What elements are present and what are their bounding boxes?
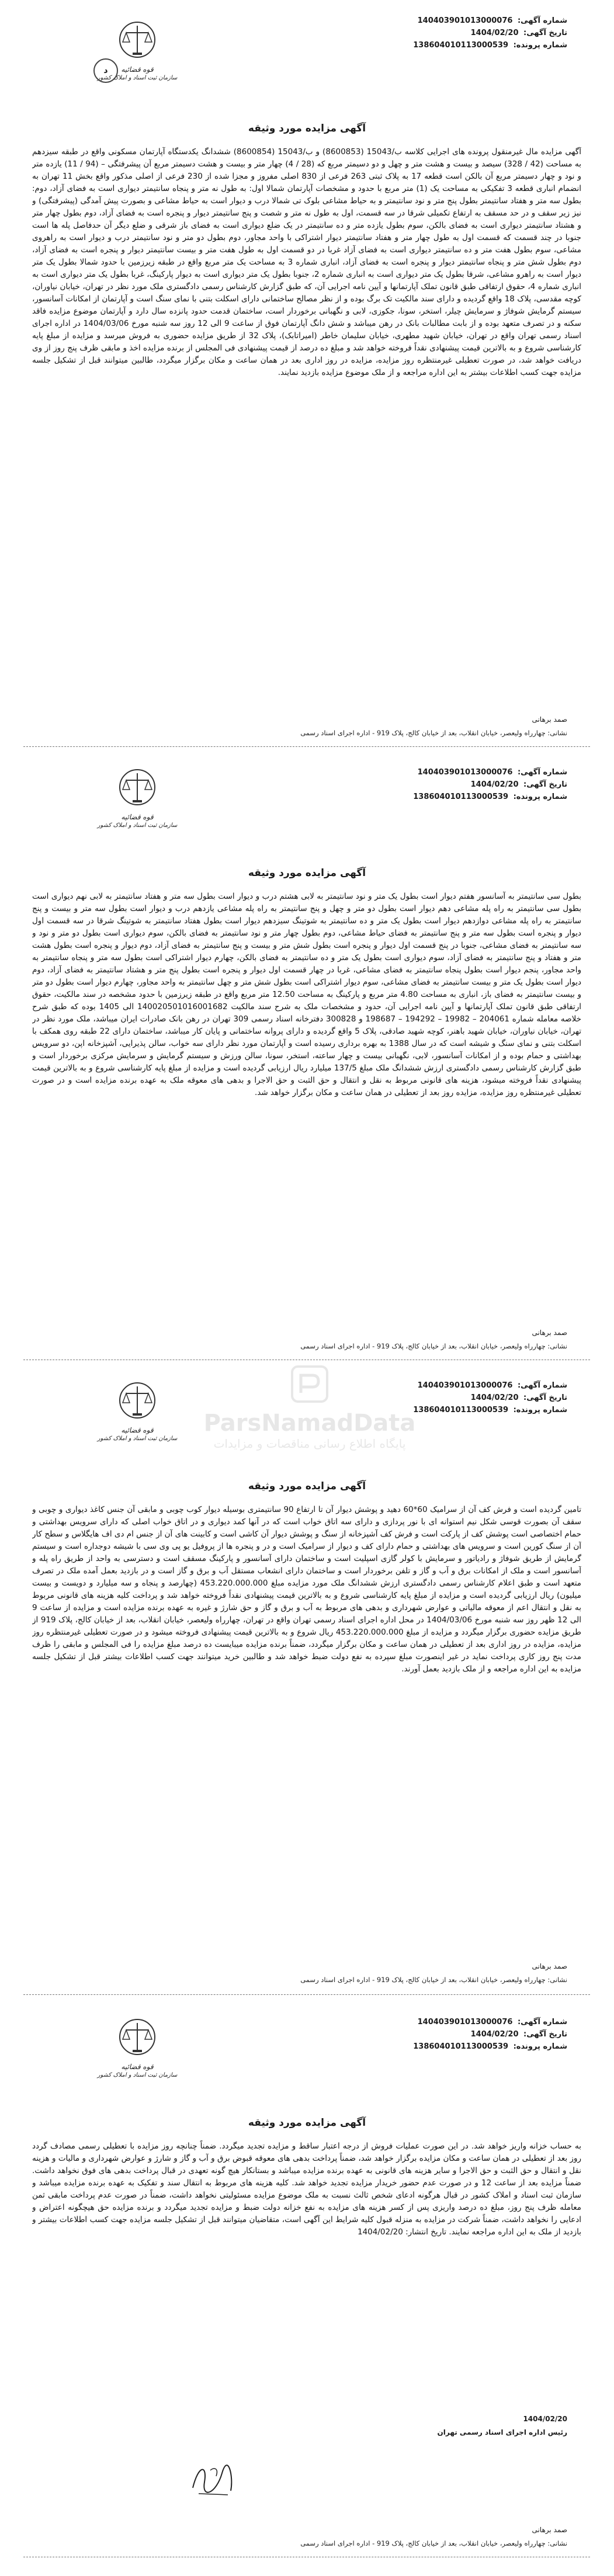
notice-divider [23,1994,590,1995]
notice-body: آگهی مزایده مال غیرمنقول پرونده های اجرایی کلاسه ب/1‌50‌4‌3 (8600853) و ب/1‌50‌4‌3 (8600854) ششدانگ یکدستگاه آپارتمان مسکونی واقع در طبقه سیزدهم به مساحت (42 / 328) سیصد و بیست و هشت متر و چهل و دو دسیمتر مربع که (28 / 4) چهار متر و بیست و هشت دسیمتر مربع آن پیشرفتگی – (94 / 11) یازده متر و نود و چهار دسیمتر مربع آن بالکن است قطعه 17 به پلاک ثبتی 263 فرعی از 830 اصلی مفروز و مجزا شده از 230 فرعی از اصلی مذکور واقع بخش 11 تهران به انضمام انباری قطعه 3 تفکیکی به مساحت یک (1) متر مربع با حدود و مشخصات آپارتمان شمالا اول: به طول نه متر و پنجاه سانتیمتر دیواری است به فضای آزاد، دوم: بطول سه متر و هفتاد سانتیمتر بطول پنج متر و نود سانتیمتر و به حیاط مشاعی بلوک تی شمالا درب و دیوار است به حیاط مشاعی و بصورت پیش آمدگی (پیشرفتگی) و نیز زیر سقف و در حد مسقف به ارتفاع تکمیلی شرقا در سه قسمت، اول به طول نه متر و شصت و پنج سانتیمتر دیوار و پنجره است به فضای آزاد، دوم بطول چهار متر و هشتاد سانتیمتر دیواری است به فضای بالکن، سوم بطول یازده متر و ده سانتیمتر در یک ضلع دیواری است به فضای باز شرقی و ضلع دیگر آن حدفاصل پله ها است جنوبا در چند قسمت که قسمت اول به طول چهار متر و هفتاد سانتیمتر دیوار اشتراکی با واحد مجاور، دوم بطول دو متر و نود سانتیمتر درب و دیوار است به راهروی مشاعی، سوم بطول هفت متر و ده سانتیمتر دیواری است به فضای آزاد غربا در دو قسمت اول به طول هفت متر و بیست سانتیمتر دیوار و پنجره است به فضای آزاد، دوم بطول شش متر و پنجاه سانتیمتر دیوار و پنجره است به فضای آزاد، انباری شماره 3 به مساحت یک متر مربع واقع در طبقه زیرزمین با حدود شمالا بطول یک متر دیوار است به راهرو مشاعی، شرقا بطول یک متر دیواری است به انباری شماره 2، جنوبا بطول یک متر دیواری است به دیوار پارکینگ، غربا بطول یک متر دیواری است به انباری شماره 4، حقوق ارتفاقی طبق قانون تملک آپارتمانها و آیین نامه اجرایی آن، که طبق گزارش کارشناس رسمی دادگستری ملک مورد نظر در تهران، خیابان نیاوران، کوچه مقدسی، پلاک 18 واقع گردیده و دارای سند مالکیت تک برگ بوده و از نظر مصالح ساختمانی دارای اسکلت بتنی با نمای سنگ است و آپارتمان از امکانات آسانسور، سیستم گرمایش شوفاژ و سرمایش چیلر، استخر، سونا، جکوزی، لابی و نگهبانی برخوردار است، ساختمان قدمت حدود پانزده سال دارد و آپارتمان موضوع مزایده فاقد سکنه و در تصرف متعهد بوده و از بابت مطالبات بانک در رهن میباشد و شش دانگ آپارتمان فوق از ساعت 9 الی 12 روز سه شنبه مورخ 1404/03/06 در اداره اجرای اسناد رسمی تهران واقع در تهران، خیابان شهید مطهری، خیابان سلیمان خاطر (امیراتابک)، پلاک 32 از طریق مزایده حضوری به فروش میرسد و مزایده از مبلغ پایه کارشناسی شروع و به بالاترین قیمت پیشنهادی نقداً فروخته خواهد شد و مبلغ ده درصد از قیمت پیشنهادی فی المجلس از برنده مزایده اخذ و مابقی ظرف پنج روز از وی دریافت خواهد شد، در صورت تعطیلی غیرمنتظره روز مزایده، مزایده در روز اداری بعد در همان ساعت و مکان برگزار میگردد، طالبین میتوانند قبل از تشکیل جلسه مزایده جهت کسب اطلاعات بیشتر به این اداره مراجعه و از ملک موضوع مزایده بازدید نمایند. [32,147,581,377]
file-number: 138604010113000539 [413,1406,509,1414]
scales-emblem-icon [117,18,158,64]
footer-date: 1404/02/20 [523,2415,567,2423]
notice-number: 140403901013000076 [417,16,513,25]
notice-title: آگهی مزایده مورد وثیقه [248,1480,366,1492]
office-address: نشانی: چهارراه ولیعصر، خیابان انقلاب، بعد از خیابان کالج، پلاک 919 - اداره اجرای اسناد رسمی [300,1976,567,1984]
emblem-caption: قوه قضائیه [121,2063,154,2071]
judiciary-emblem [93,765,181,858]
notice-date-row: تاریخ آگهی: 1404/02/20 [470,29,567,37]
notice-date-row: تاریخ آگهی: 1404/02/20 [470,2030,567,2039]
notice-body: تامین گردیده است و فرش کف آن از سرامیک 60*60 دهید و پوشش دیوار آن تا ارتفاع 90 سانتیمتری بوسیله دیوار کوب چوبی و مابقی آن جنس کاغذ دیواری و چوبی و سقف آن بصورت قوسی شکل نیم استوانه ای با نور پردازی و دارای سه اتاق خواب است که در آنها کمد دیواری و در اتاق خواب اصلی که دارای سرویس بهداشتی و حمام اختصاصی است پوشش کف از پارکت است و فرش کف آشپزخانه از سنگ و پوشش دیوار آن کاشی است و کابینت های آن از جنس ام دی اف هایگلاس و سطح کار آن از سنگ کورین است و سرویس های بهداشتی و حمام دارای کف و دیوار از سرامیک است و در و پنجره ها از پروفیل یو پی وی سی با شیشه دوجداره است و سیستم گرمایش از طریق شوفاژ و رادیاتور و سرمایش با کولر گازی اسپلیت است و ساختمان دارای آسانسور و پارکینگ مسقف است و دسترسی به واحد از طریق راه پله و آسانسور است و ملک از امکانات برق و آب و گاز و تلفن برخوردار است و ساختمان دارای انشعاب مستقل آب و برق و گاز است و در بازدید بعمل آمده ملک در تصرف متعهد است و طبق اعلام کارشناس رسمی دادگستری ارزش ششدانگ ملک مورد مزایده مبلغ 453.220.000.000 (چهارصد و پنجاه و سه میلیارد و دویست و بیست میلیون) ریال ارزیابی گردیده است و مزایده از مبلغ پایه کارشناسی شروع و به بالاترین قیمت پیشنهادی نقداً فروخته خواهد شد و پرداخت کلیه هزینه های قانونی مربوط به نقل و انتقال اعم از معوقه مالیاتی و عوارض شهرداری و بدهی های مربوط به آب و برق و گاز و حق شارژ و غیره به عهده برنده مزایده است و مزایده از ساعت 9 الی 12 ظهر روز سه شنبه مورخ 1404/03/06 در محل اداره اجرای اسناد رسمی تهران واقع در تهران، چهارراه ولیعصر، خیابان انقلاب، بعد از خیابان کالج، پلاک 919 از طریق مزایده حضوری برگزار میگردد و مزایده از مبلغ 453.220.000.000 ریال شروع و به بالاترین قیمت پیشنهادی فروخته میشود و در صورت تعطیلی غیرمنتظره روز مزایده، مزایده در روز اداری بعد از تعطیلی در همان ساعت و مکان برگزار میگردد، ضمناً برنده مزایده میبایست ده درصد مبلغ مزایده را فی المجلس و مابقی را ظرف مدت پنج روز کاری پرداخت نماید در غیر اینصورت مبلغ سپرده به نفع دولت ضبط خواهد شد و طالبین خرید میتوانند جهت کسب اطلاعات بیشتر قبل از تشکیل جلسه مزایده به این اداره مراجعه و از ملک بازدید بعمل آورند. [32,1505,581,1674]
emblem-caption: قوه قضائیه [121,813,154,821]
notice-date: 1404/02/20 [470,29,519,37]
notice-meta [413,2016,567,2053]
notice-date: 1404/02/20 [470,780,519,789]
watermark-brand: ParsNamadData [203,1410,416,1437]
notice-number-row: شماره آگهی: 140403901013000076 [417,1381,567,1390]
scales-emblem-icon [117,1378,158,1425]
notice-number-row: شماره آگهی: 140403901013000076 [417,768,567,777]
emblem-caption: قوه قضائیه [121,65,154,74]
watermark-sub: پایگاه اطلاع رسانی مناقصات و مزایدات [213,1437,406,1451]
scales-emblem-icon [117,765,158,812]
office-address: نشانی: چهارراه ولیعصر، خیابان انقلاب، بعد از خیابان کالج، پلاک 919 - اداره اجرای اسناد رسمی [300,1342,567,1350]
notice-meta [413,15,567,51]
file-number-row: شماره پرونده: 138604010113000539 [413,41,567,50]
notice-number-row: شماره آگهی: 140403901013000076 [417,2018,567,2026]
notice-1 [0,0,614,753]
office-address: نشانی: چهارراه ولیعصر، خیابان انقلاب، بعد از خیابان کالج، پلاک 919 - اداره اجرای اسناد رسمی [300,2539,567,2547]
emblem-subcaption: سازمان ثبت اسناد و املاک کشور [97,75,178,81]
signer-name: صمد برهانی [532,715,567,724]
notice-date-row: تاریخ آگهی: 1404/02/20 [470,780,567,789]
notice-3 [0,1367,614,2003]
notice-divider [23,746,590,747]
handwritten-signature-icon [187,2453,240,2505]
emblem-subcaption: سازمان ثبت اسناد و املاک کشور [97,2072,178,2078]
notice-meta [413,766,567,803]
notice-date: 1404/02/20 [470,2030,519,2039]
office-address: نشانی: چهارراه ولیعصر، خیابان انقلاب، بعد از خیابان کالج، پلاک 919 - اداره اجرای اسناد رسمی [300,729,567,737]
notice-badge: د [93,58,118,83]
signer-name: صمد برهانی [532,2526,567,2534]
file-number-row: شماره پرونده: 138604010113000539 [413,2042,567,2051]
notice-date-row: تاریخ آگهی: 1404/02/20 [470,1393,567,1402]
file-number: 138604010113000539 [413,2042,509,2051]
emblem-subcaption: سازمان ثبت اسناد و املاک کشور [97,1435,178,1442]
notice-4 [0,2003,614,2576]
notice-2 [0,753,614,1367]
notice-number-row: شماره آگهی: 140403901013000076 [417,16,567,25]
file-number-row: شماره پرونده: 138604010113000539 [413,1406,567,1414]
notice-number: 140403901013000076 [417,2018,513,2026]
notice-meta [413,1379,567,1416]
notice-number: 140403901013000076 [417,768,513,777]
notice-body: بطول سی سانتیمتر به آسانسور هفتم دیوار است بطول یک متر و نود سانتیمتر به لابی هشتم درب و دیوار است بطول سه متر و هفتاد سانتیمتر به لابی نهم دیواری است بطول سی سانتیمتر به راه پله مشاعی دهم دیوار است بطول دو متر و چهل و پنج سانتیمتر به راه پله مشاعی یازدهم درب و دیوار است بطول سه متر و بیست و پنج سانتیمتر به راه پله مشاعی دوازدهم دیوار است بطول یک متر و ده سانتیمتر به شوتینگ سیزدهم دیوار است بطول هفتاد سانتیمتر به شوتینگ شرقا در سه قسمت اول دیوار و پنجره است بطول سه متر و پنج سانتیمتر به فضای حیاط مشاعی، دوم بطول چهار متر و نود سانتیمتر به فضای بالکن، سوم دیواری است بطول دو متر و نود و سه سانتیمتر به فضای مشاعی، جنوبا در پنج قسمت اول دیوار و پنجره است بطول شش متر و بیست و پنج سانتیمتر به فضای آزاد، دوم دیوار و پنجره است بطول هشت متر و هفتاد و پنج سانتیمتر به فضای آزاد، سوم دیواری است بطول یک متر و ده سانتیمتر به فضای بالکن، چهارم دیوار اشتراکی است بطول سه متر و پنجاه سانتیمتر به واحد مجاور، پنجم دیوار است بطول پنجاه سانتیمتر به فضای مشاعی، غربا در چهار قسمت اول دیوار و پنجره است بطول پنج متر و هشتاد سانتیمتر به فضای آزاد، دوم دیوار است بطول یک متر و بیست سانتیمتر به فضای مشاعی، سوم دیوار اشتراکی است بطول شش متر و چهل سانتیمتر به واحد مجاور، چهارم دیوار است بطول دو متر و بیست سانتیمتر به فضای باز، انباری به مساحت 4.80 متر مربع و پارکینگ به مساحت 12.50 متر مربع واقع در طبقه زیرزمین با حدود مشخصه در سند مالکیت، حقوق ارتفاقی طبق قانون تملک آپارتمانها و آیین نامه اجرایی آن، حدود و مشخصات ملک به شرح سند مالکیت 140020501016001682 الی 1405 بوده که طبق شرح خلاصه معامله شماره 204061 – 19982 – 194292 – 198687 و 300828 دفترخانه اسناد رسمی 309 تهران در رهن بانک صادرات ایران میباشد، ملک مورد نظر در تهران، خیابان نیاوران، خیابان شهید باهنر، کوچه شهید صادقی، پلاک 5 واقع گردیده و دارای پروانه ساختمانی و پایان کار میباشد، ساختمان دارای 22 طبقه روی همکف با اسکلت بتنی و نمای سنگ و شیشه است که در سال 1388 به بهره برداری رسیده است و آپارتمان مورد نظر دارای سه خواب، سالن پذیرایی، آشپزخانه اپن، دو سرویس بهداشتی و حمام بوده و از امکانات آسانسور، لابی، نگهبانی بیست و چهار ساعته، استخر، سونا، سالن ورزش و سیستم گرمایش و سرمایش مرکزی برخوردار است و طبق گزارش کارشناس رسمی دادگستری ارزش ششدانگ ملک مبلغ 137/5 میلیارد ریال ارزیابی گردیده است و مزایده از مبلغ پایه کارشناسی شروع و به بالاترین قیمت پیشنهادی نقداً فروخته میشود، هزینه های قانونی مربوط به نقل و انتقال و حق الثبت و حق الاجرا و بدهی های معوقه ملک به عهده برنده مزایده است و در صورت تعطیلی غیرمنتظره روز مزایده، مزایده روز بعد از تعطیلی در همان ساعت و مکان برگزار خواهد شد. [32,892,581,1097]
scales-emblem-icon [117,2015,158,2062]
file-number: 138604010113000539 [413,792,509,801]
notice-number: 140403901013000076 [417,1381,513,1390]
notice-title: آگهی مزایده مورد وثیقه [248,123,366,134]
footer-office: رئیس اداره اجرای اسناد رسمی تهران [437,2428,567,2436]
signer-name: صمد برهانی [532,1962,567,1970]
judiciary-emblem [93,1378,181,1472]
signer-name: صمد برهانی [532,1329,567,1337]
file-number-row: شماره پرونده: 138604010113000539 [413,792,567,801]
notice-title: آگهی مزایده مورد وثیقه [248,867,366,879]
file-number: 138604010113000539 [413,41,509,50]
emblem-caption: قوه قضائیه [121,1426,154,1434]
notice-title: آگهی مزایده مورد وثیقه [248,2117,366,2129]
notice-body: به حساب خزانه واریز خواهد شد. در این صورت عملیات فروش از درجه اعتبار ساقط و مزایده تجدید میگردد. ضمناً چنانچه روز مزایده با تعطیلی رسمی مصادف گردد روز بعد از تعطیلی در همان ساعت و مکان مزایده برگزار خواهد شد، ضمناً پرداخت بدهی های معوقه قبوض برق و آب و گاز و شارژ و عوارض شهرداری و مالیات و هزینه نقل و انتقال و حق الثبت و حق الاجرا و سایر هزینه های قانونی به عهده برنده مزایده میباشد و بستانکار هیچ گونه تعهدی در قبال پرداخت بدهی های فوق نخواهد داشت. ضمناً مزایده بعد از ساعت 12 و در صورت عدم حضور خریدار مزایده تجدید خواهد شد. کلیه هزینه های مربوط به انتقال سند و تفکیک به عهده برنده مزایده میباشد و سازمان ثبت اسناد و املاک کشور در قبال هرگونه ادعای شخص ثالث نسبت به ملک موضوع مزایده مسئولیتی نخواهد داشت، ضمناً در صورت عدم پرداخت مابقی ثمن معامله ظرف پنج روز، مبلغ ده درصد واریزی پس از کسر هزینه های مزایده به نفع خزانه دولت ضبط و مزایده تجدید میگردد و برنده مزایده حق هیچگونه اعتراض و ادعایی را نخواهد داشت، ضمناً شرکت در مزایده به منزله قبول کلیه شرایط این آگهی است، متقاضیان میتوانند قبل از تشکیل جلسه مزایده جهت کسب اطلاعات بیشتر و بازدید از ملک به این اداره مراجعه نمایند. تاریخ انتشار: 1404/02/20 [32,2142,581,2237]
emblem-subcaption: سازمان ثبت اسناد و املاک کشور [97,822,178,829]
notice-date: 1404/02/20 [470,1393,519,1402]
judiciary-emblem [93,2015,181,2108]
